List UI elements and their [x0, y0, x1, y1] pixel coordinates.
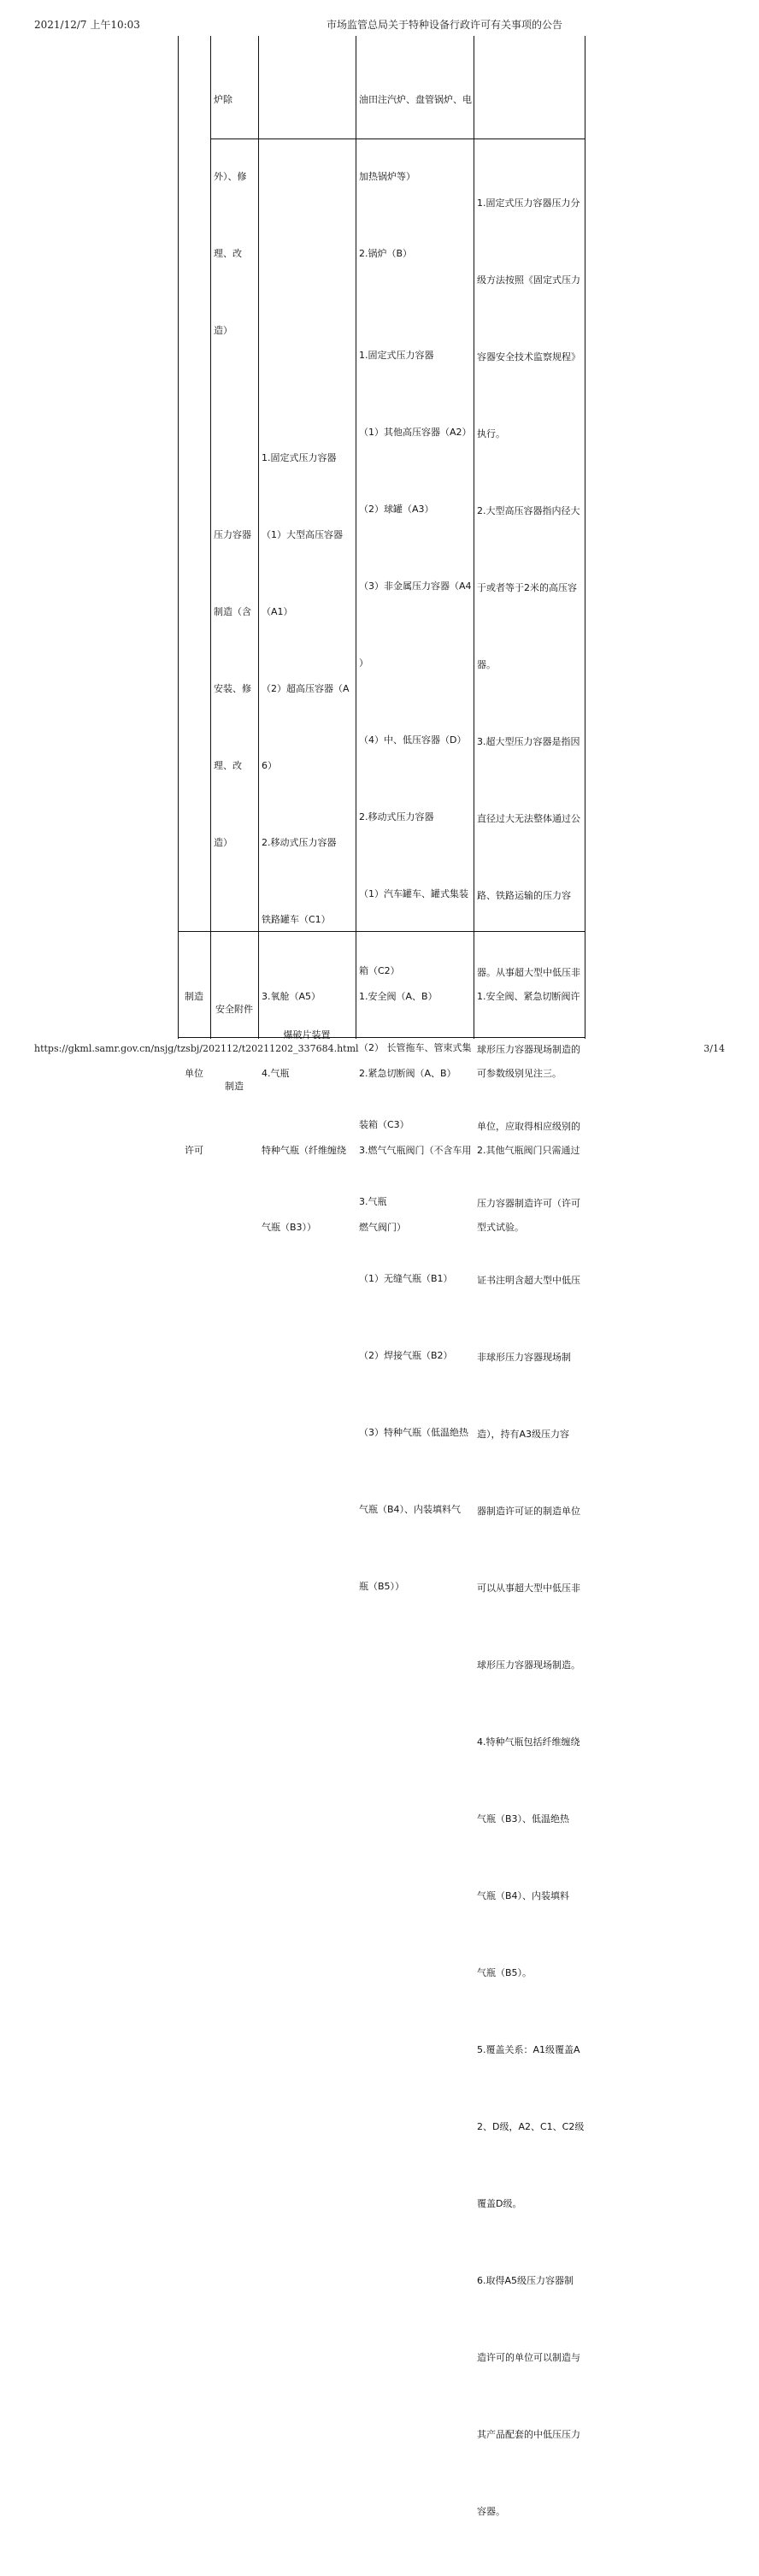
text-line: 路、铁路运输的压力容: [477, 890, 571, 901]
text-line: 铁路罐车（C1）: [262, 914, 331, 925]
text-line: （2） 长管拖车、管束式集: [359, 1042, 472, 1053]
text-line: 压力容器: [214, 529, 251, 540]
text-line: 许可: [185, 1145, 203, 1156]
accessory-level-a-cell: [258, 971, 356, 1099]
text-line: 3.气瓶: [359, 1196, 387, 1207]
page-url: https://gkml.samr.gov.cn/nsjg/tzsbj/202112/t20211202_337684.html: [34, 1043, 359, 1054]
text-line: 1.固定式压力容器: [262, 452, 337, 463]
text-line: 5.覆盖关系：A1级覆盖A: [477, 2044, 580, 2055]
text-line: 燃气阀门）: [359, 1222, 406, 1233]
table-border: [178, 36, 179, 931]
text-line: 容器安全技术监察规程》: [477, 351, 580, 363]
text-line: 瓶（B5））: [359, 1581, 405, 1592]
text-line: 可参数级别见注三。: [477, 1068, 562, 1079]
text-line: 器制造许可证的制造单位: [477, 1506, 580, 1517]
text-line: 炉除: [214, 94, 232, 105]
text-line: （1）其他高压容器（A2）: [359, 427, 472, 438]
page-number: 3/14: [703, 1043, 725, 1054]
text-line: 气瓶（B4）、内装填料气: [359, 1504, 462, 1515]
text-line: 加热锅炉等）: [359, 171, 415, 182]
text-line: 造）: [214, 837, 232, 848]
text-line: （2）焊接气瓶（B2）: [359, 1350, 453, 1361]
text-line: 4.特种气瓶包括纤维缠绕: [477, 1736, 580, 1748]
text-line: 制造: [225, 1081, 244, 1092]
text-line: 2.锅炉（B）: [359, 248, 413, 259]
table-border: [258, 36, 259, 1039]
text-line: （3）特种气瓶（低温绝热: [359, 1427, 468, 1438]
text-line: 造），持有A3级压力容: [477, 1429, 570, 1440]
text-line: （1）大型高压容器: [262, 529, 343, 540]
pressure-category-cell: [214, 471, 258, 907]
text-line: 气瓶（B3））: [262, 1222, 317, 1233]
text-line: 非球形压力容器现场制: [477, 1352, 571, 1363]
text-line: 3.超大型压力容器是指因: [477, 736, 580, 747]
text-line: 可以从事超大型中低压非: [477, 1583, 580, 1594]
accessory-level-b-cell: [359, 933, 474, 1292]
pressure-notes-cell: [477, 139, 585, 2576]
text-line: （1）汽车罐车、罐式集装: [359, 888, 468, 899]
text-line: 容器。: [477, 2506, 505, 2517]
boiler-items-cell: [359, 36, 474, 318]
accessory-notes-cell: [477, 933, 585, 1292]
text-line: 压力容器制造许可（许可: [477, 1198, 580, 1209]
page-title: 市场监管总局关于特种设备行政许可有关事项的公告: [327, 19, 563, 31]
text-line: （2）球罐（A3）: [359, 504, 434, 515]
text-line: ）: [359, 657, 368, 669]
text-line: （A1）: [262, 606, 293, 617]
text-line: 直径过大无法整体通过公: [477, 813, 580, 824]
text-line: （4）中、低压容器（D）: [359, 734, 467, 746]
text-line: 1.安全阀、紧急切断阀许: [477, 991, 580, 1002]
text-line: 特种气瓶（纤维缠绕: [262, 1145, 346, 1156]
text-line: 3.氧舱（A5）: [262, 991, 321, 1002]
text-line: 6）: [262, 760, 277, 771]
text-line: 外）、修: [214, 171, 247, 182]
text-line: 执行。: [477, 428, 505, 439]
text-line: 单位: [185, 1068, 203, 1079]
text-line: 爆破片装置: [283, 1029, 331, 1040]
boiler-category-cell: [214, 36, 256, 395]
text-line: 气瓶（B4）、内装填料: [477, 1890, 570, 1901]
text-line: 其产品配套的中低压压力: [477, 2429, 580, 2440]
text-line: 造）: [214, 325, 232, 336]
text-line: 2.紧急切断阀（A、B）: [359, 1068, 456, 1079]
text-line: 1.安全阀（A、B）: [359, 991, 438, 1002]
text-line: 球形压力容器现场制造的: [477, 1044, 580, 1055]
text-line: （3）非金属压力容器（A4: [359, 581, 472, 592]
text-line: 于或者等于2米的高压容: [477, 582, 577, 593]
text-line: 制造（含: [214, 606, 251, 617]
text-line: 油田注汽炉、盘管锅炉、电: [359, 94, 472, 105]
text-line: 级方法按照《固定式压力: [477, 274, 580, 286]
pressure-level-a-cell: [262, 394, 356, 1292]
text-line: （1）无缝气瓶（B1）: [359, 1273, 453, 1284]
text-line: 气瓶（B5）。: [477, 1967, 532, 1978]
text-line: 单位，应取得相应级别的: [477, 1121, 580, 1132]
text-line: 造许可的单位可以制造与: [477, 2352, 580, 2363]
license-type-cell: [178, 933, 210, 1215]
print-date: 2021/12/7 上午10:03: [34, 19, 140, 31]
text-line: 理、改: [214, 760, 242, 771]
text-line: 2.移动式压力容器: [262, 837, 337, 848]
text-line: 型式试验。: [477, 1222, 524, 1233]
text-line: 装箱（C3）: [359, 1119, 409, 1130]
text-line: 气瓶（B3）、低温绝热: [477, 1813, 570, 1824]
text-line: 球形压力容器现场制造。: [477, 1659, 580, 1671]
text-line: 器。: [477, 659, 496, 670]
text-line: 理、改: [214, 248, 242, 259]
text-line: 安装、修: [214, 683, 251, 694]
text-line: 器。从事超大型中低压非: [477, 967, 580, 978]
text-line: （2）超高压容器（A: [262, 683, 350, 694]
text-line: 2.移动式压力容器: [359, 811, 434, 822]
text-line: 制造: [185, 991, 203, 1002]
text-line: 3.燃气气瓶阀门（不含车用: [359, 1145, 472, 1156]
text-line: 2.大型高压容器指内径大: [477, 505, 580, 516]
text-line: 箱（C2）: [359, 965, 400, 976]
text-line: 1.固定式压力容器压力分: [477, 197, 580, 209]
table-border: [210, 36, 211, 1039]
text-line: 6.取得A5级压力容器制: [477, 2275, 574, 2286]
text-line: 2.其他气瓶阀门只需通过: [477, 1145, 580, 1156]
text-line: 安全附件: [215, 1004, 253, 1015]
text-line: 覆盖D级。: [477, 2198, 522, 2209]
text-line: 4.气瓶: [262, 1068, 290, 1079]
text-line: 1.固定式压力容器: [359, 350, 434, 361]
text-line: 2、D级，A2、C1、C2级: [477, 2121, 585, 2132]
text-line: 证书注明含超大型中低压: [477, 1275, 580, 1286]
